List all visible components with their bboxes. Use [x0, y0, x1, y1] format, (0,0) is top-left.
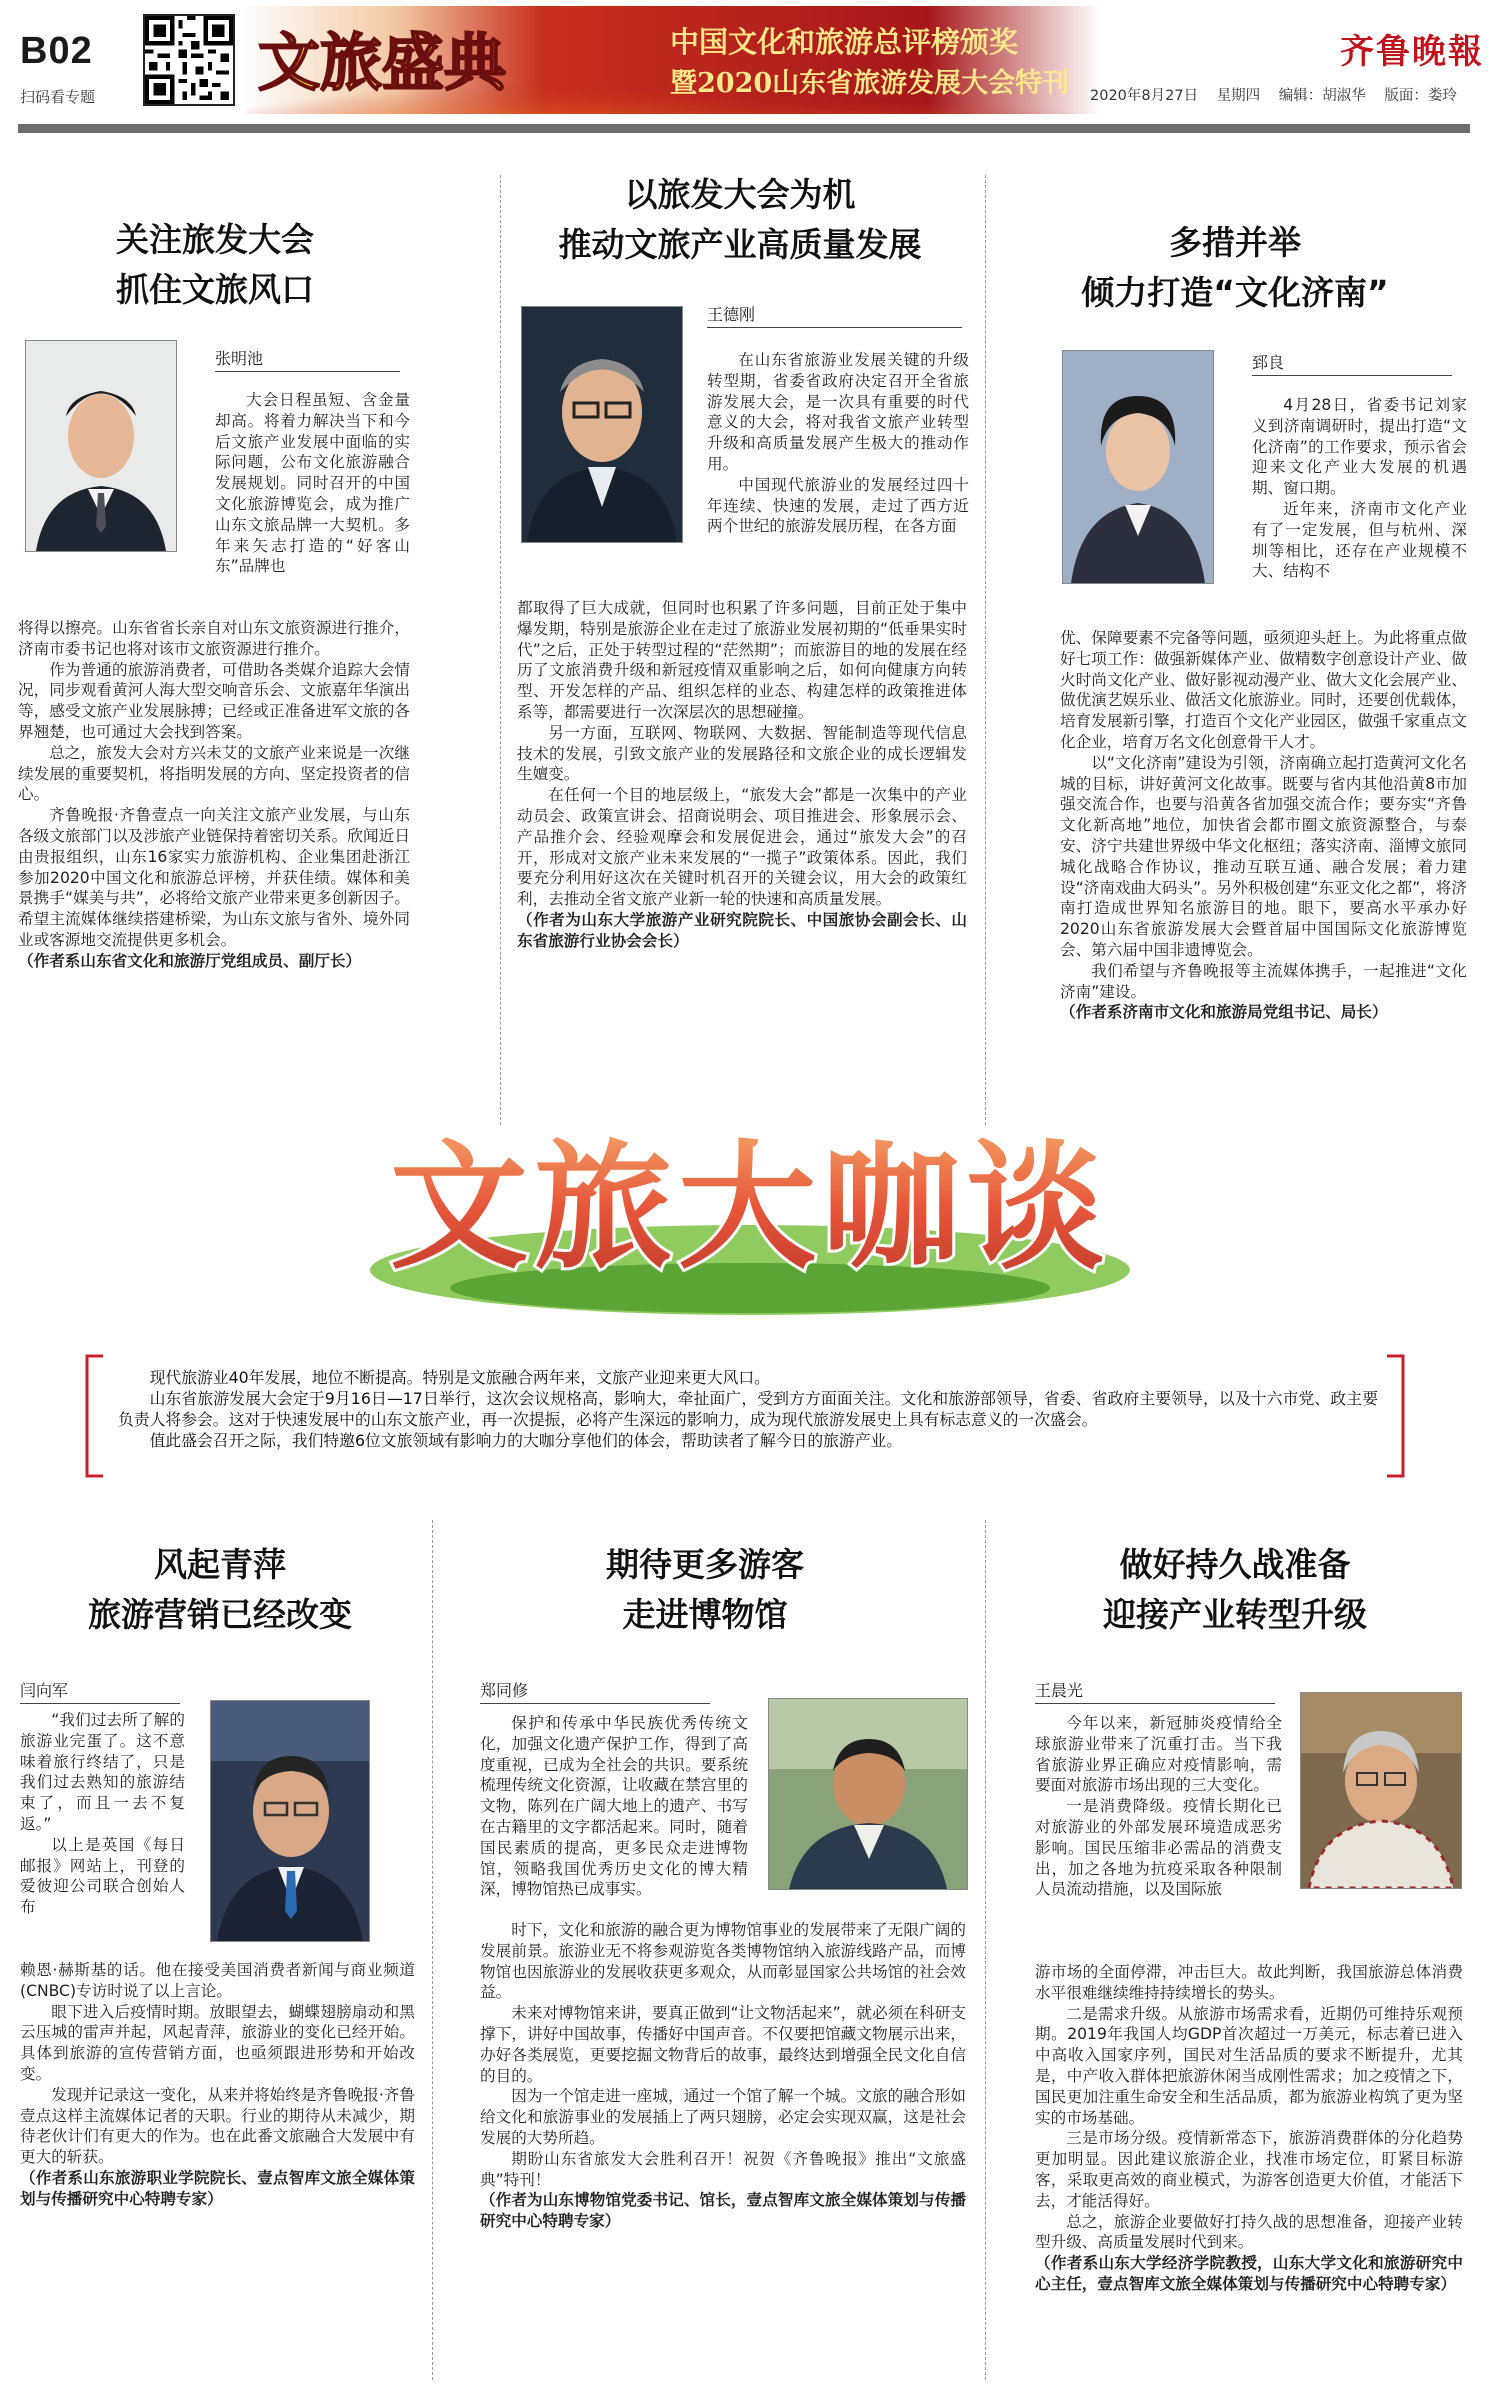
article-1-author: 张明池 — [215, 346, 400, 372]
article-1-signature: （作者系山东省文化和旅游厅党组成员、副厅长） — [18, 951, 362, 970]
author-photo-2 — [521, 306, 683, 543]
title-line: 期待更多游客 — [606, 1545, 804, 1584]
banner-subtitle-2: 暨2020山东省旅游发展大会特刊 — [670, 68, 1070, 99]
title-line: 多措并举 — [1169, 223, 1301, 262]
header-banner — [240, 6, 1100, 114]
page-number: B02 — [20, 30, 93, 72]
title-line: 抓住文旅风口 — [116, 270, 314, 309]
layout-credit: 版面：娄玲 — [1384, 88, 1457, 104]
banner-title: 文旅盛典 — [258, 26, 507, 99]
intro-text: 现代旅游业40年发展，地位不断提高。特别是文旅融合两年来，文旅产业迎来更大风口。 山东省旅游发展大会定于9月16日—17日举行，这次会议规格高，影响大，牵扯面广，受到方方面面关注。文化和旅游部领导，省委、省政府主要领导，以及十六市党、政主要负责人将参会。这对于快速发展中的山东文旅产业，再一次提振，必将产生深远的影响力，成为现代旅游发展史上具有标志意义的一次盛会。 值此盛会召开之际，我们特邀6位文旅领域有影响力的大咖分享他们的体会，帮助读者了解今日的旅游产业。 — [118, 1368, 1378, 1450]
author-photo-6 — [1300, 1692, 1462, 1889]
banner-subtitle-1: 中国文化和旅游总评榜颁奖 — [670, 25, 1019, 59]
column-divider — [500, 175, 501, 1125]
header-rule — [18, 124, 1470, 133]
article-5-signature: （作者为山东博物馆党委书记、馆长，壹点智库文旅全媒体策划与传播研究中心特聘专家） — [480, 2191, 966, 2231]
feature-banner-title: 文旅大咖谈 — [389, 1127, 1111, 1288]
article-6-signature: （作者系山东大学经济学院教授，山东大学文化和旅游研究中心主任，壹点智库文旅全媒体策划与传播研究中心特聘专家） — [1035, 2254, 1463, 2293]
article-6-body-narrow: 今年以来，新冠肺炎疫情给全球旅游业带来了沉重打击。当下我省旅游业界正确应对疫情影响，需要面对旅游市场出现的三大变化。 一是消费降级。疫情长期化已对旅游业的外部发展环境造成恶劣影响。国民压缩非必需品的消费支出，加之各地为抗疫采取各种限制人员流动措施，以及国际旅 — [1035, 1714, 1282, 1899]
article-2-title — [505, 170, 975, 270]
author-photo-4 — [210, 1700, 370, 1942]
author-photo-3 — [1062, 350, 1214, 584]
title-line: 推动文旅产业高质量发展 — [558, 225, 922, 264]
issue-weekday: 星期四 — [1216, 88, 1261, 104]
scan-label: 扫码看专题 — [20, 88, 96, 106]
author-photo-5 — [768, 1698, 968, 1890]
article-5-title — [470, 1540, 940, 1640]
article-6-body-wide: 游市场的全面停滞，冲击巨大。故此判断，我国旅游总体消费水平很难继续维持持续增长的势头。 二是需求升级。从旅游市场需求看，近期仍可维持乐观预期。2019年我国人均GDP首次超过一万美元，标志着已进入中高收入国家序列，国民对生活品质的要求不断提升，尤其是，中产收入群体把旅游休闲当成刚性需求；加之疫情之下，国民更加注重生命安全和生活品质，都为旅游业构筑了更为坚实的市场基础。 三是市场分级。疫情新常态下，旅游消费群体的分化趋势更加明显。因此建议旅游企业，找准市场定位，盯紧目标游客，采取更高效的商业模式，为游客创造更大价值，才能活下去，才能活得好。 总之，旅游企业要做好打持久战的思想准备，迎接产业转型升级、高质量发展时代到来。 （作者系山东大学经济学院教授，山东大学文化和旅游研究中心主任，壹点智库文旅全媒体策划与传播研究中心特聘专家） — [1035, 1963, 1463, 2293]
article-3-title — [1000, 218, 1470, 318]
title-line: 迎接产业转型升级 — [1103, 1595, 1367, 1634]
author-photo-1 — [25, 340, 177, 552]
title-line: 旅游营销已经改变 — [88, 1595, 352, 1634]
title-line: 以旅发大会为机 — [624, 175, 856, 214]
article-5-body-narrow: 保护和传承中华民族优秀传统文化，加强文化遗产保护工作，得到了高度重视，已成为全社会的共识。要系统梳理传统文化资源，让收藏在禁宫里的文物，陈列在广阔大地上的遗产、书写在古籍里的文字都活起来。同时，随着国民素质的提高，更多民众走进博物馆，领略我国优秀历史文化的博大精深，博物馆热已成事实。 — [480, 1714, 748, 1899]
article-4-body-narrow: “我们过去所了解的旅游业完蛋了。这不意味着旅行终结了，只是我们过去熟知的旅游结束了，而且一去不复返。” 以上是英国《每日邮报》网站上，刊登的爱彼迎公司联合创始人布 — [20, 1711, 185, 1917]
column-divider — [985, 1520, 986, 2380]
article-4-title — [15, 1540, 425, 1640]
header-info — [1090, 84, 1471, 105]
article-5-author: 郑同修 — [480, 1678, 710, 1704]
newspaper-brand: 齐鲁晚報 — [1340, 32, 1484, 72]
article-6-author: 王晨光 — [1035, 1678, 1275, 1704]
title-line: 走进博物馆 — [622, 1595, 788, 1634]
article-3-author: 郅良 — [1252, 350, 1452, 376]
article-2-signature: （作者为山东大学旅游产业研究院院长、中国旅协会副会长、山东省旅游行业协会会长） — [517, 910, 967, 950]
article-2-body-wide: 都取得了巨大成就，但同时也积累了许多问题，目前正处于集中爆发期，特别是旅游企业在走过了旅游业发展初期的“低垂果实时代”之后，正处于转型过程的“茫然期”；而旅游目的地的发展在经历了文旅消费升级和新冠疫情双重影响之后，如何向健康方向转型、开发怎样的产品、组织怎样的业态、构建怎样的政策推进体系等，都需要进行一次深层次的思想碰撞。 另一方面，互联网、物联网、大数据、智能制造等现代信息技术的发展，引致文旅产业的发展路径和文旅企业的成长逻辑发生嬗变。 在任何一个目的地层级上，“旅发大会”都是一次集中的产业动员会、政策宣讲会、招商说明会、项目推进会、形象展示会、产品推介会、经验观摩会和发展促进会，通过“旅发大会”的召开，形成对文旅产业未来发展的“一揽子”政策体系。因此，我们要充分利用好这次在关键时机召开的关键会议，用大会的政策红利，去推动全省文旅产业新一轮的快速和高质量发展。 （作者为山东大学旅游产业研究院院长、中国旅协会副会长、山东省旅游行业协会会长） — [517, 599, 967, 950]
article-5-body-wide: 时下，文化和旅游的融合更为博物馆事业的发展带来了无限广阔的发展前景。旅游业无不将参观游览各类博物馆纳入旅游线路产品，而博物馆也因旅游业的发展收获更多观众，从而彰显国家公共场馆的社会效益。 未来对博物馆来讲，要真正做到“让文物活起来”，就必须在科研支撑下，讲好中国故事，传播好中国声音。不仅要把馆藏文物展示出来，办好各类展览，更要挖掘文物背后的故事，最终达到增强全民文化自信的目的。 因为一个馆走进一座城，通过一个馆了解一个城。文旅的融合形如给文化和旅游事业的发展插上了两只翅膀，必定会实现双赢，这是社会发展的大势所趋。 期盼山东省旅发大会胜利召开！祝贺《齐鲁晚报》推出“文旅盛典”特刊！ （作者为山东博物馆党委书记、馆长，壹点智库文旅全媒体策划与传播研究中心特聘专家） — [480, 1921, 966, 2231]
article-3-body-narrow: 4月28日，省委书记刘家义到济南调研时，提出打造“文化济南”的工作要求，预示省会迎来文化产业大发展的机遇期、窗口期。 近年来，济南市文化产业有了一定发展，但与杭州、深圳等相比，还存在产业规模不大、结构不 — [1252, 396, 1467, 581]
feature-banner — [320, 1120, 1180, 1330]
issue-date: 2020年8月27日 — [1090, 88, 1199, 104]
article-2-body-narrow: 在山东省旅游业发展关键的升级转型期，省委省政府决定召开全省旅游发展大会，是一次具有重要的时代意义的大会，将对我省文旅产业转型升级和高质量发展产生极大的推动作用。 中国现代旅游业的发展经过四十年连续、快速的发展，走过了西方近两个世纪的旅游发展历程，在各方面 — [707, 351, 969, 536]
article-4-body-wide: 赖恩·赫斯基的话。他在接受美国消费者新闻与商业频道(CNBC)专访时说了以上言论。 眼下进入后疫情时期。放眼望去，蝴蝶翅膀扇动和黑云压城的雷声并起，风起青萍，旅游业的变化已经开始。具体到旅游的宣传营销方面，也亟须跟进形势和开始改变。 发现并记录这一变化，从来并将始终是齐鲁晚报·齐鲁壹点这样主流媒体记者的天职。行业的期待从未减少，期待老伙计们有更大的作为。也在此番文旅融合大发展中有更大的斩获。 （作者系山东旅游职业学院院长、壹点智库文旅全媒体策划与传播研究中心特聘专家） — [20, 1961, 415, 2208]
title-line: 倾力打造“文化济南” — [1081, 273, 1389, 312]
article-4-author: 闫向军 — [20, 1678, 180, 1704]
title-line: 做好持久战准备 — [1119, 1545, 1351, 1584]
column-divider — [432, 1520, 433, 2380]
article-3-body-wide: 优、保障要素不完备等问题，亟须迎头赶上。为此将重点做好七项工作：做强新媒体产业、做精数字创意设计产业、做火时尚文化产业、做好影视动漫产业、做大文化会展产业、做优演艺娱乐业、做活文化旅游业。同时，还要创优载体，培育发展新引擎，打造百个文化产业园区，做强千家重点文化企业，培育万名文化创意骨干人才。 以“文化济南”建设为引领，济南确立起打造黄河文化名城的目标，讲好黄河文化故事。既要与省内其他沿黄8市加强交流合作，也要与沿黄各省加强交流合作；要夯实“齐鲁文化新高地”地位，加快省会都市圈文旅资源整合，与泰安、济宁共建世界级中华文化枢纽；落实济南、淄博文旅同城化战略合作协议，推动互联互通、融合发展；着力建设“济南戏曲大码头”。另外积极创建“东亚文化之都”，将济南打造成世界知名旅游目的地。眼下，要高水平承办好2020山东省旅游发展大会暨首届中国国际文化旅游博览会、第六届中国非遗博览会。 我们希望与齐鲁晚报等主流媒体携手，一起推进“文化济南”建设。 （作者系济南市文化和旅游局党组书记、局长） — [1060, 629, 1467, 1022]
editor-credit: 编辑：胡淑华 — [1278, 88, 1366, 104]
article-2-author: 王德刚 — [707, 302, 962, 328]
title-line: 关注旅发大会 — [116, 220, 314, 259]
column-divider — [985, 175, 986, 1125]
article-1-body-wide: 将得以擦亮。山东省省长亲自对山东文旅资源进行推介，济南市委书记也将对该市文旅资源进行推介。 作为普通的旅游消费者，可借助各类媒介追踪大会情况，同步观看黄河人海大型交响音乐会、文旅嘉年华演出等，感受文旅产业发展脉搏；已经或正准备进军文旅的各界翘楚，也可通过大会找到答案。 总之，旅发大会对方兴未艾的文旅产业来说是一次继续发展的重要契机，将指明发展的方向、坚定投资者的信心。 齐鲁晚报·齐鲁壹点一向关注文旅产业发展，与山东各级文旅部门以及涉旅产业链保持着密切关系。欣闻近日由贵报组织，山东16家实力旅游机构、企业集团赴浙江参加2020中国文化和旅游总评榜，并获佳绩。媒体和美景携手“媒美与共”，必将给文旅产业带来更多创新因子。希望主流媒体继续搭建桥梁，为山东文旅与省外、境外同业或客源地交流提供更多机会。 （作者系山东省文化和旅游厅党组成员、副厅长） — [18, 619, 410, 970]
article-4-signature: （作者系山东旅游职业学院院长、壹点智库文旅全媒体策划与传播研究中心特聘专家） — [20, 2168, 415, 2208]
qr-code-icon[interactable] — [143, 14, 235, 106]
article-3-signature: （作者系济南市文化和旅游局党组书记、局长） — [1060, 1003, 1388, 1022]
article-1-title — [20, 215, 410, 315]
title-line: 风起青萍 — [154, 1545, 286, 1584]
article-6-title — [1000, 1540, 1470, 1640]
article-1-body-narrow: 大会日程虽短、含金量却高。将着力解决当下和今后文旅产业发展中面临的实际问题，公布文化旅游融合发展规划。同时召开的中国文化旅游博览会，成为推广山东文旅品牌一大契机。多年来矢志打造的“好客山东”品牌也 — [215, 391, 410, 576]
